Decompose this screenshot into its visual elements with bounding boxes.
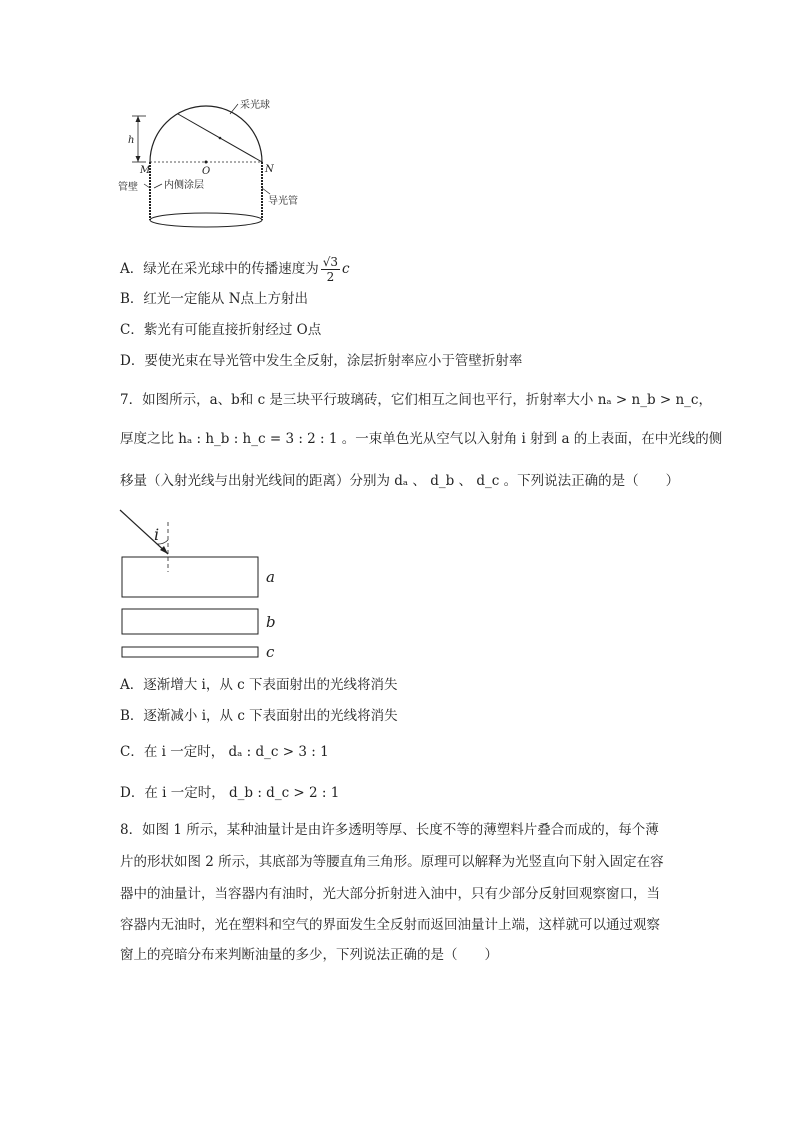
label-o: O — [202, 166, 211, 177]
label-coating: 内侧涂层 — [164, 180, 204, 191]
q7-stem-line2: 厚度之比 hₐ : h_b : h_c = 3 : 2 : 1 。一束单色光从空气以入射角 i 射到 a 的上表面，在中光线的侧 — [120, 431, 723, 447]
fraction: $\frac{√3}{2}$ — [322, 255, 339, 284]
label-m: M — [140, 165, 151, 176]
q8-stem-line4: 容器内无油时，光在塑料和空气的界面发生全反射而返回油量计上端，这样就可以通过观察 — [120, 917, 660, 933]
figure-light-pipe — [110, 92, 320, 242]
slab-a — [122, 557, 258, 597]
q7-stem-line3: 移量（入射光线与出射光线间的距离）分别为 dₐ 、 d_b 、 d_c 。下列说法正确的是（ ） — [120, 473, 680, 489]
q8-stem-line5: 窗上的亮暗分布来判断油量的多少，下列说法正确的是（ ） — [120, 947, 498, 963]
figure-glass-slabs — [110, 500, 310, 670]
q8-stem-line3: 器中的油量计，当容器内有油时，光大部分折射进入油中，只有少部分反射回观察窗口，当 — [120, 886, 660, 902]
q6-option-c: C．紫光有可能直接折射经过 O点 — [120, 322, 322, 338]
q6-option-b: B．红光一定能从 N点上方射出 — [120, 291, 309, 307]
label-h: h — [128, 135, 135, 146]
q6-option-d: D．要使光束在导光管中发生全反射，涂层折射率应小于管壁折射率 — [120, 353, 523, 369]
label-wall: 管壁 — [118, 182, 138, 193]
slab-c — [122, 647, 258, 657]
label-b: b — [266, 613, 276, 631]
label-i: i — [154, 525, 160, 544]
incident-ray — [120, 510, 168, 554]
q7-stem-line1: 7．如图所示，a、b和 c 是三块平行玻璃砖，它们相互之间也平行，折射率大小 nₐ > n_b > n_c， — [120, 392, 712, 408]
q7-option-d: D．在 i 一定时， d_b : d_c > 2 : 1 — [120, 785, 340, 801]
q7-option-a: A．逐渐增大 i，从 c 下表面射出的光线将消失 — [120, 677, 398, 693]
sphere-dome — [150, 106, 262, 162]
label-a: a — [266, 568, 275, 586]
q6-option-a: A．绿光在采光球中的传播速度为 $\frac{√3}{2}$ c — [120, 255, 350, 284]
q8-stem-line2: 片的形状如图 2 所示，其底部为等腰直角三角形。原理可以解释为光竖直向下射入固定在容 — [120, 854, 664, 870]
tube-bottom — [150, 213, 262, 227]
slab-b — [122, 609, 258, 634]
label-tube: 导光管 — [268, 196, 298, 207]
label-n: N — [265, 164, 274, 175]
label-sphere: 采光球 — [240, 100, 270, 111]
q7-option-c: C．在 i 一定时， dₐ : d_c > 3 : 1 — [120, 744, 329, 760]
label-c: c — [266, 643, 275, 661]
q8-stem-line1: 8．如图 1 所示，某种油量计是由许多透明等厚、长度不等的薄塑料片叠合而成的，每个薄 — [120, 822, 659, 838]
q7-option-b: B．逐渐减小 i，从 c 下表面射出的光线将消失 — [120, 708, 398, 724]
